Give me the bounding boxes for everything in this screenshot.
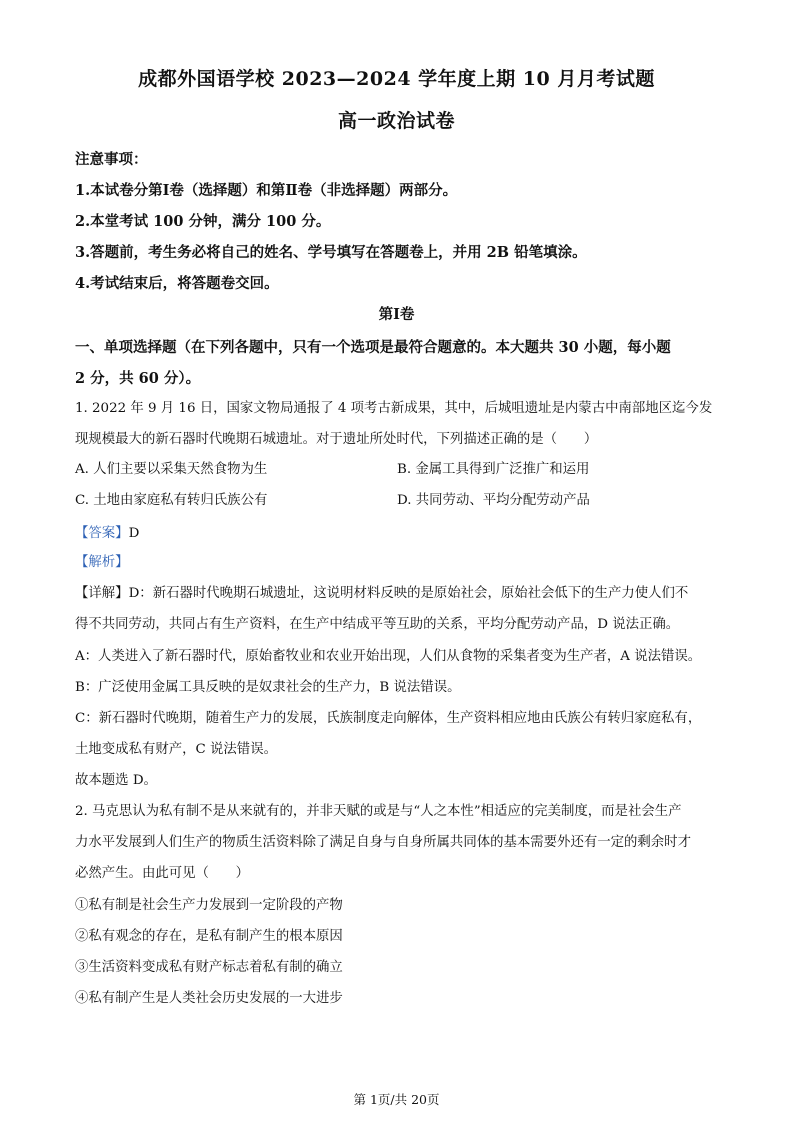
detail-text: D：新石器时代晚期石城遗址，这说明材料反映的是原始社会，原始社会低下的生产力使人们不 <box>128 586 689 601</box>
q1-option-d: D. 共同劳动、平均分配劳动产品 <box>397 493 590 508</box>
notice-item-2: 2.本堂考试 100 分钟，满分 100 分。 <box>75 213 331 230</box>
q1-detail-a: A：人类进入了新石器时代，原始畜牧业和农业开始出现，人们从食物的采集者变为生产者，A 说法错误。 <box>75 649 702 664</box>
q2-statement-2: ②私有观念的存在，是私有制产生的根本原因 <box>75 929 343 944</box>
analysis-tag: 【解析】 <box>75 555 129 570</box>
page-title: 成都外国语学校 2023—2024 学年度上期 10 月月考试题 <box>138 68 655 90</box>
q1-conclusion: 故本题选 D。 <box>75 773 157 788</box>
q2-stem-line-1: 2. 马克思认为私有制不是从来就有的，并非天赋的或是与“人之本性”相适应的完美制度，而是社会生产 <box>75 804 682 819</box>
q1-detail-line-1 <box>75 584 725 604</box>
q1-detail-c-line-1: C：新石器时代晚期，随着生产力的发展，氏族制度走向解体，生产资料相应地由氏族公有转归家庭私有， <box>75 711 702 726</box>
page-subtitle: 高一政治试卷 <box>337 110 455 132</box>
answer-value: D <box>128 526 140 541</box>
q2-statement-4: ④私有制产生是人类社会历史发展的一大进步 <box>75 991 343 1006</box>
q1-option-a: A. 人们主要以采集天然食物为生 <box>75 462 268 477</box>
q1-stem-line-1: 1. 2022 年 9 月 16 日，国家文物局通报了 4 项考古新成果，其中，后城咀遗址是内蒙古中南部地区迄今发 <box>75 401 713 416</box>
part-instructions-line-2: 2 分，共 60 分）。 <box>75 370 201 387</box>
notice-item-3: 3.答题前，考生务必将自己的姓名、学号填写在答题卷上，并用 2B 铅笔填涂。 <box>75 244 587 261</box>
q2-statement-1: ①私有制是社会生产力发展到一定阶段的产物 <box>75 898 343 913</box>
q2-stem-line-3: 必然产生。由此可见（ ） <box>75 866 250 881</box>
notice-item-1: 1.本试卷分第Ⅰ卷（选择题）和第Ⅱ卷（非选择题）两部分。 <box>75 182 458 199</box>
q2-statement-3: ③生活资料变成私有财产标志着私有制的确立 <box>75 960 343 975</box>
detail-tag: 【详解】 <box>75 586 129 601</box>
q1-option-b: B. 金属工具得到广泛推广和运用 <box>397 462 590 477</box>
part-instructions-line-1: 一、单项选择题（在下列各题中，只有一个选项是最符合题意的。本大题共 30 小题，每小题 <box>75 339 671 356</box>
answer-tag: 【答案】 <box>75 526 129 541</box>
q1-detail-c-line-2: 土地变成私有财产，C 说法错误。 <box>75 742 277 757</box>
q2-stem-line-2: 力水平发展到人们生产的物质生活资料除了满足自身与自身所属共同体的基本需要外还有一定的剩余时才 <box>75 835 691 850</box>
q1-stem-line-2: 现规模最大的新石器时代晚期石城遗址。对于遗址所处时代，下列描述正确的是（ ） <box>75 432 598 447</box>
notice-heading: 注意事项： <box>75 151 148 168</box>
notice-item-4: 4.考试结束后，将答题卷交回。 <box>75 275 279 292</box>
q1-answer <box>75 524 725 544</box>
q1-detail-line-2: 得不共同劳动，共同占有生产资料，在生产中结成平等互助的关系，平均分配劳动产品，D 说法正确。 <box>75 617 680 632</box>
volume-heading: 第Ⅰ卷 <box>378 306 415 323</box>
page-number: 第 1页/共 20页 <box>353 1092 440 1107</box>
q1-option-c: C. 土地由家庭私有转归氏族公有 <box>75 493 268 508</box>
q1-detail-b: B：广泛使用金属工具反映的是奴隶社会的生产力，B 说法错误。 <box>75 680 461 695</box>
